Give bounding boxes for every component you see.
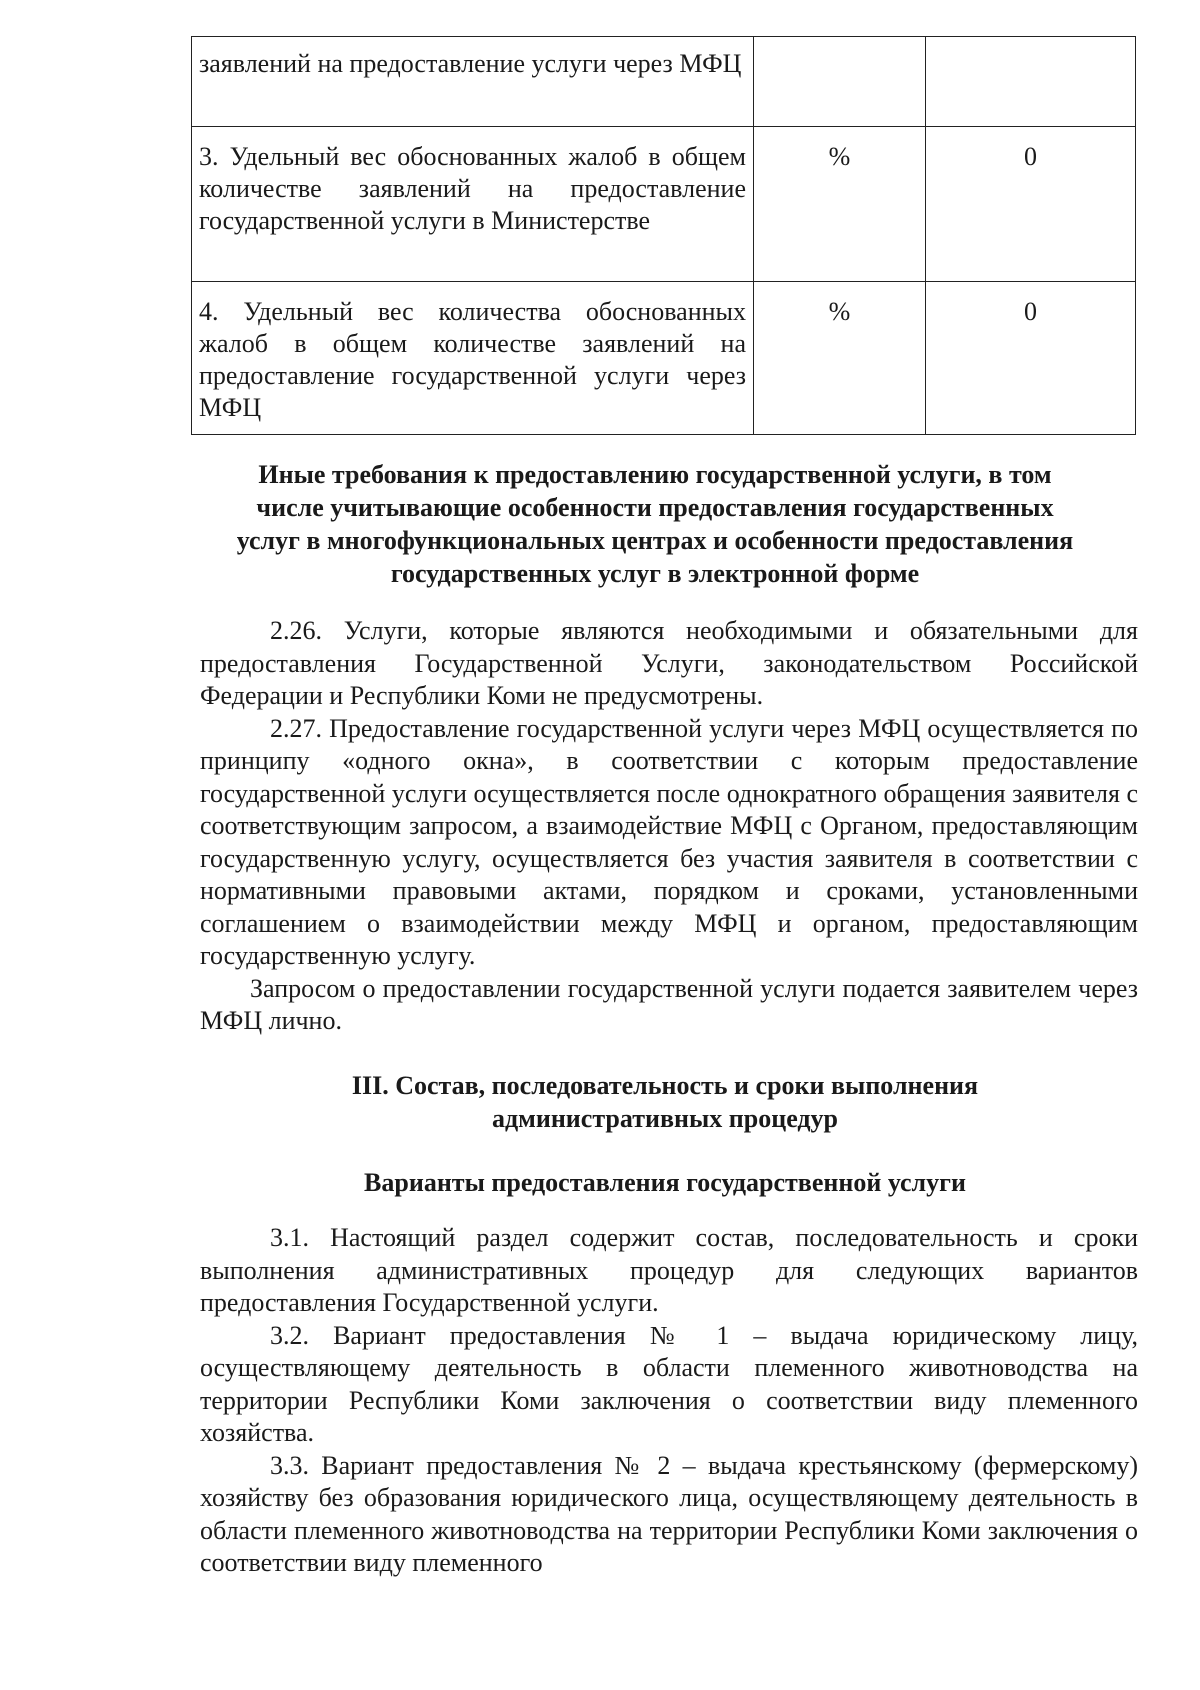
paragraph-3-2: 3.2. Вариант предоставления № 1 – выдача юридическому лицу, осуществляющему деятельность в области племенного животноводства на территории Республики Коми заключения о соответствии виду племенного хозяйства.	[200, 1320, 1138, 1447]
heading-line: Иные требования к предоставлению государственной услуги, в том	[258, 460, 1052, 489]
heading-line: государственных услуг в электронной форме	[390, 559, 920, 588]
paragraph-2-26: 2.26. Услуги, которые являются необходимыми и обязательными для предоставления Государственной Услуги, законодательством Российской Федерации и Республики Коми не предусмотрены.	[200, 616, 1138, 710]
paragraph-request: Запросом о предоставлении государственной услуги подается заявителем через МФЦ лично.	[200, 973, 1138, 1035]
indicator-name-cell: 3. Удельный вес обоснованных жалоб в общем количестве заявлений на предоставление государственной услуги в Министерстве	[192, 127, 754, 282]
paragraph-2-27: 2.27. Предоставление государственной услуги через МФЦ осуществляется по принципу «одного окна», в соответствии с которым предоставление государственной услуги осуществляется после однократного обращения заявителя с соответствующим запросом, а взаимодействие МФЦ с Органом, предоставляющим государственную услугу, осуществляется без участия заявителя в соответствии с нормативными правовыми актами, порядком и сроками, установленными соглашением о взаимодействии между МФЦ и органом, предоставляющим государственную услугу.	[200, 713, 1138, 970]
indicator-value-cell: 0	[926, 282, 1136, 435]
indicator-unit-cell: %	[754, 127, 926, 282]
paragraph-3-1: 3.1. Настоящий раздел содержит состав, последовательность и сроки выполнения административных процедур для следующих вариантов предоставления Государственной услуги.	[200, 1223, 1138, 1317]
table-row	[192, 37, 1136, 127]
section-heading-other-requirements	[180, 458, 1130, 590]
section-3-title	[250, 1069, 1080, 1135]
section-3-subheading: Варианты предоставления государственной услуги	[364, 1168, 966, 1197]
section-other-body	[200, 615, 1138, 1038]
indicator-unit-cell	[754, 37, 926, 127]
heading-line: числе учитывающие особенности предоставления государственных	[256, 493, 1054, 522]
heading-line: III. Состав, последовательность и сроки выполнения	[351, 1071, 979, 1100]
heading-line: административных процедур	[491, 1104, 839, 1133]
indicators-table	[191, 36, 1136, 435]
indicator-name-cell: 4. Удельный вес количества обоснованных жалоб в общем количестве заявлений на предоставление государственной услуги через МФЦ	[192, 282, 754, 435]
heading-line: услуг в многофункциональных центрах и особенности предоставления	[236, 526, 1074, 555]
indicator-name-cell: заявлений на предоставление услуги через МФЦ	[192, 37, 754, 127]
section-3-body	[200, 1222, 1138, 1580]
indicator-value-cell	[926, 37, 1136, 127]
indicator-unit-cell: %	[754, 282, 926, 435]
table-row	[192, 127, 1136, 282]
table-row	[192, 282, 1136, 435]
paragraph-3-3: 3.3. Вариант предоставления № 2 – выдача крестьянскому (фермерскому) хозяйству без образования юридического лица, осуществляющему деятельность в области племенного животноводства на территории Республики Коми заключения о соответствии виду племенного	[200, 1450, 1138, 1577]
indicator-value-cell: 0	[926, 127, 1136, 282]
